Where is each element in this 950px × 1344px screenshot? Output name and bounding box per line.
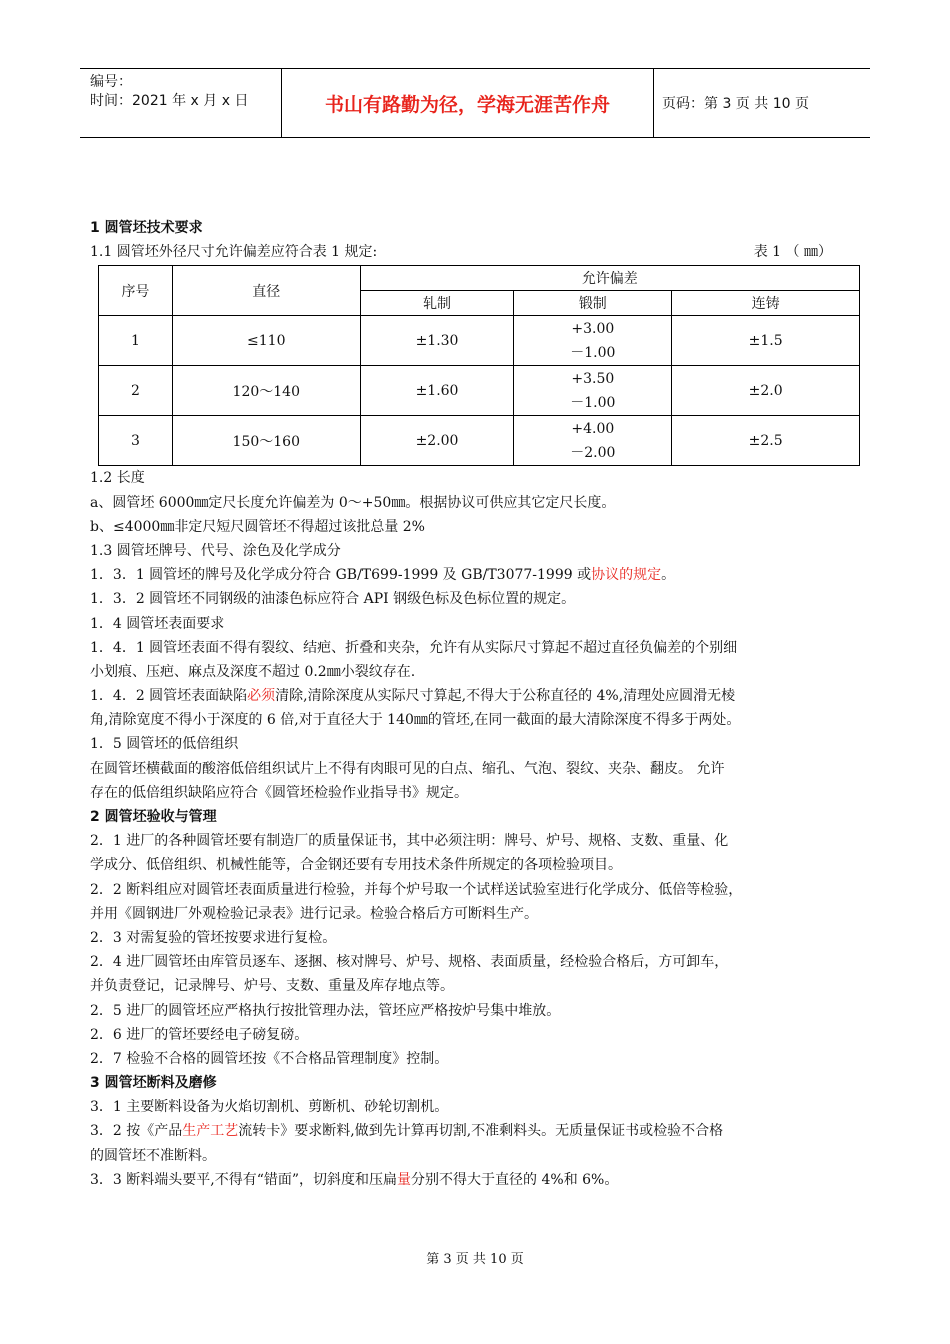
table-caption: 表 1 （ ㎜）: [753, 244, 832, 261]
para-2-5: 2．5 进厂的圆管坯应严格执行按批管理办法，管坯应严格按炉号集中堆放。: [90, 1002, 561, 1019]
cell-forged: [514, 416, 672, 466]
cell-rolled: ±2.00: [360, 416, 514, 466]
para-2-4-cont: 并负责登记，记录牌号、炉号、支数、重量及库存地点等。: [90, 978, 454, 995]
para-1-4-2-cont: 角,清除宽度不得小于深度的 6 倍,对于直径大于 140㎜的管坯,在同一截面的最大清除深度不得多于两处。: [90, 712, 741, 729]
para-1-4-1: 1．4．1 圆管坯表面不得有裂纹、结疤、折叠和夹杂，允许有从实际尺寸算起不超过直径负偏差的个别细: [90, 639, 738, 656]
cell-seq: 2: [99, 366, 173, 416]
para-1-4-2: [90, 684, 860, 708]
header-page-info: 页码：第 3 页 共 10 页: [662, 96, 809, 112]
th-forged: 锻制: [514, 291, 672, 316]
para-2-1-cont: 学成分、低倍组织、机械性能等，合金钢还要有专用技术条件所规定的各项检验项目。: [90, 857, 622, 874]
header-meta: [80, 69, 282, 137]
section-1-title: 1 圆管坯技术要求: [90, 220, 203, 236]
para-2-6: 2．6 进厂的管坯要经电子磅复磅。: [90, 1026, 309, 1043]
date-line: 时间：2021 年 x 月 x 日: [90, 93, 249, 109]
cell-cast: ±1.5: [672, 316, 860, 366]
th-diameter: 直径: [172, 266, 360, 316]
forged-plus: +3.50: [571, 370, 615, 387]
table-caption-row: [90, 240, 860, 264]
text-span: 分别不得大于直径的 4%和 6%。: [411, 1171, 619, 1188]
section-2-title: 2 圆管坯验收与管理: [90, 809, 217, 825]
forged-plus: +4.00: [571, 420, 615, 437]
para-2-3: 2．3 对需复验的管坯按要求进行复检。: [90, 929, 337, 946]
para-3-1: 3．1 主要断料设备为火焰切割机、剪断机、砂轮切割机。: [90, 1099, 449, 1116]
text-span: 3．3 断料端头要平,不得有“错面”，切斜度和压扁: [90, 1171, 398, 1188]
section-3-title: 3 圆管坯断料及磨修: [90, 1075, 217, 1092]
text-span: 1．4．2 圆管坯表面缺陷: [90, 688, 248, 705]
header-motto: 书山有路勤为径，学海无涯苦作舟: [282, 69, 654, 137]
para-2-7: 2．7 检验不合格的圆管坯按《不合格品管理制度》控制。: [90, 1050, 449, 1067]
para-2-1: 2．1 进厂的各种圆管坯要有制造厂的质量保证书，其中必须注明：牌号、炉号、规格、支数、重量、化: [90, 833, 729, 850]
para-3-3: [90, 1168, 860, 1192]
highlight-span: 协议的规定: [591, 567, 662, 584]
para-2-4: 2．4 进厂圆管坯由库管员逐车、逐捆、核对牌号、炉号、规格、表面质量，经检验合格后，方可卸车，: [90, 954, 729, 971]
para-1-3-1: [90, 563, 860, 587]
text-span: 清除,清除深度从实际尺寸算起,不得大于公称直径的 4%,清理处应圆滑无棱: [275, 688, 736, 705]
cell-diameter: ≤110: [172, 316, 360, 366]
highlight-span: 生产工艺: [182, 1123, 239, 1140]
text-span: 。: [661, 567, 676, 584]
para-1-5-text: 在圆管坯横截面的酸溶低倍组织试片上不得有肉眼可见的白点、缩孔、气泡、裂纹、夹杂、翻皮。 允许: [90, 760, 725, 777]
cell-diameter: 120～140: [172, 366, 360, 416]
cell-forged: [514, 316, 672, 366]
para-1-4: 1．4 圆管坯表面要求: [90, 615, 225, 632]
para-1-5: 1．5 圆管坯的低倍组织: [90, 736, 239, 753]
page-header: [80, 68, 870, 138]
para-b: b、≤4000㎜非定尺短尺圆管坯不得超过该批总量 2%: [90, 518, 425, 535]
para-a: a、圆管坯 6000㎜定尺长度允许偏差为 0～+50㎜。根据协议可供应其它定尺长度。: [90, 494, 616, 511]
cell-cast: ±2.5: [672, 416, 860, 466]
forged-minus: －1.00: [570, 344, 616, 361]
document-body: [90, 216, 860, 1192]
text-span: 流转卡》要求断料,做到先计算再切割,不准剩料头。无质量保证书或检验不合格: [238, 1123, 724, 1140]
th-tolerance: 允许偏差: [360, 266, 859, 291]
cell-seq: 1: [99, 316, 173, 366]
tolerance-table: [98, 265, 860, 466]
page-footer: 第 3 页 共 10 页: [426, 1252, 524, 1267]
cell-rolled: ±1.30: [360, 316, 514, 366]
table-row: [99, 366, 860, 416]
para-2-2: 2．2 断料组应对圆管坯表面质量进行检验，并每个炉号取一个试样送试验室进行化学成分、低倍等检验，: [90, 881, 743, 898]
req-1-1: 1.1 圆管坯外径尺寸允许偏差应符合表 1 规定:: [90, 244, 378, 261]
number-label: 编号：: [90, 74, 132, 90]
text-span: 1．3．1 圆管坯的牌号及化学成分符合 GB/T699-1999 及 GB/T3077-1999 或: [90, 567, 592, 584]
forged-plus: +3.00: [571, 320, 615, 337]
th-rolled: 轧制: [360, 291, 514, 316]
highlight-span: 量: [397, 1171, 412, 1188]
para-1-2: 1.2 长度: [90, 470, 145, 487]
para-3-2: [90, 1119, 860, 1143]
forged-minus: －2.00: [570, 444, 616, 461]
forged-minus: －1.00: [570, 394, 616, 411]
table-row: [99, 416, 860, 466]
para-2-2-cont: 并用《圆钢进厂外观检验记录表》进行记录。检验合格后方可断料生产。: [90, 905, 538, 922]
para-1-3: 1.3 圆管坯牌号、代号、涂色及化学成分: [90, 542, 341, 559]
cell-cast: ±2.0: [672, 366, 860, 416]
cell-rolled: ±1.60: [360, 366, 514, 416]
text-span: 3．2 按《产品: [90, 1123, 183, 1140]
para-3-2-cont: 的圆管坯不准断料。: [90, 1147, 216, 1164]
para-1-3-2: 1．3．2 圆管坯不同钢级的油漆色标应符合 API 钢级色标及色标位置的规定。: [90, 591, 576, 608]
cell-seq: 3: [99, 416, 173, 466]
th-cast: 连铸: [672, 291, 860, 316]
th-seq: 序号: [99, 266, 173, 316]
para-1-5-cont: 存在的低倍组织缺陷应符合《圆管坯检验作业指导书》规定。: [90, 784, 468, 801]
cell-diameter: 150～160: [172, 416, 360, 466]
highlight-span: 必须: [247, 688, 276, 705]
cell-forged: [514, 366, 672, 416]
para-1-4-1-cont: 小划痕、压疤、麻点及深度不超过 0.2㎜小裂纹存在.: [90, 663, 416, 680]
table-row: [99, 316, 860, 366]
